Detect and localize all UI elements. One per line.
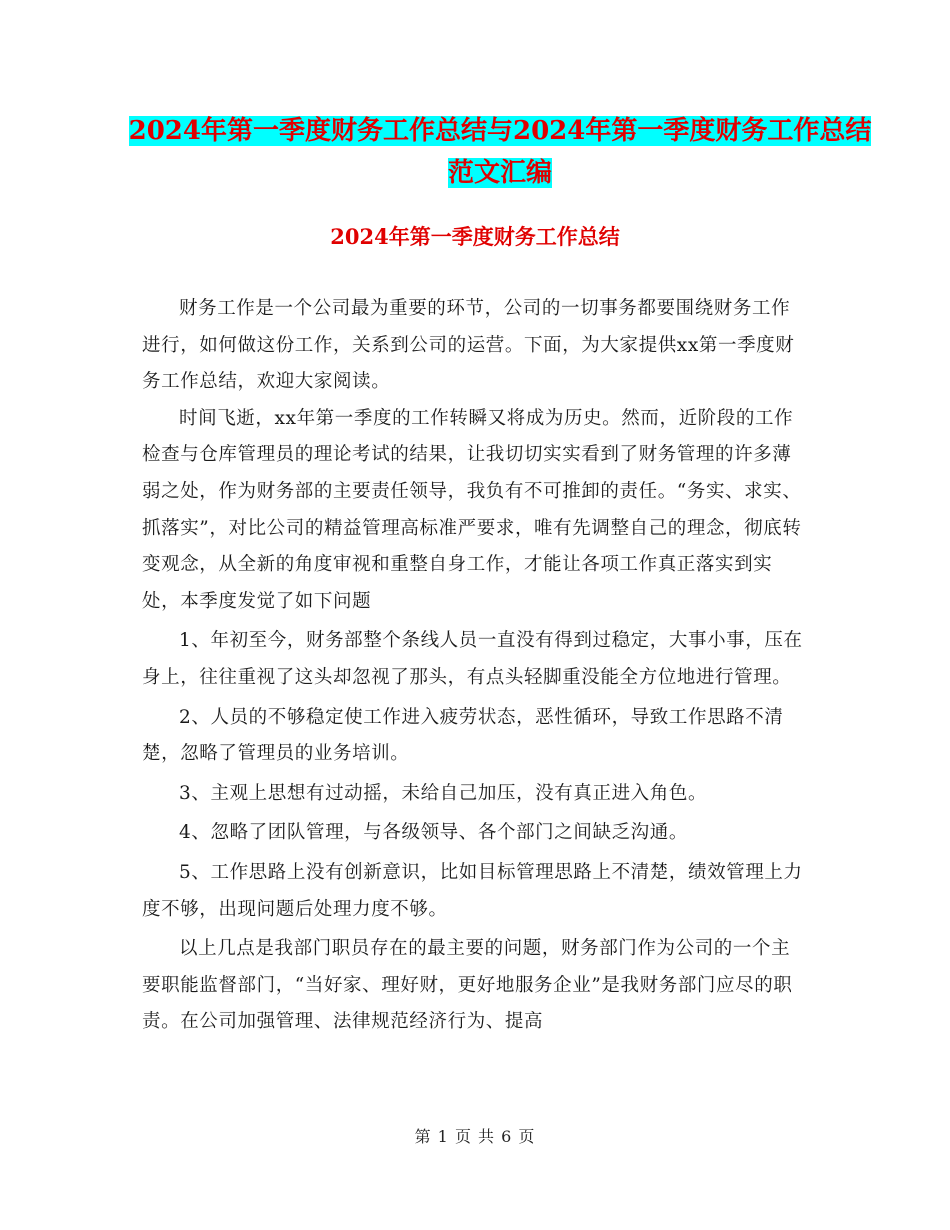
issue-item-1: 1、年初至今，财务部整个条线人员一直没有得到过稳定，大事小事，压在身上，往往重视了这头却忽视了那头，有点头轻脚重没能全方位地进行管理。 (142, 630, 803, 688)
issue-item-4: 4、忽略了团队管理，与各级领导、各个部门之间缺乏沟通。 (179, 822, 688, 844)
intro-paragraph: 财务工作是一个公司最为重要的环节，公司的一切事务都要围绕财务工作进行，如何做这份工作，关系到公司的运营。下面，为大家提供xx第一季度财务工作总结，欢迎大家阅读。 (142, 298, 795, 393)
document-title (120, 110, 880, 194)
document-title-text: 2024年第一季度财务工作总结与2024年第一季度财务工作总结范文汇编 (128, 116, 872, 188)
document-body (142, 291, 804, 1041)
issue-item-5: 5、工作思路上没有创新意识，比如目标管理思路上不清楚，绩效管理上力度不够，出现问题后处理力度不够。 (142, 861, 803, 920)
context-paragraph: 时间飞逝，xx年第一季度的工作转瞬又将成为历史。然而，近阶段的工作检查与仓库管理员的理论考试的结果，让我切切实实看到了财务管理的许多薄弱之处，作为财务部的主要责任领导，我负有不可推卸的责任。“务实、求实、抓落实”，对比公司的精益管理高标准严要求，唯有先调整自己的理念，彻底转变观念，从全新的角度审视和重整自身工作，才能让各项工作真正落实到实处，本季度发觉了如下问题 (142, 407, 802, 612)
issue-item-2: 2、人员的不够稳定使工作进入疲劳状态，恶性循环，导致工作思路不清楚，忽略了管理员的业务培训。 (142, 706, 784, 765)
closing-paragraph: 以上几点是我部门职员存在的最主要的问题，财务部门作为公司的一个主要职能监督部门，“当好家、理好财，更好地服务企业”是我财务部门应尽的职责。在公司加强管理、法律规范经济行为、提高 (142, 938, 793, 1033)
section-title: 2024年第一季度财务工作总结 (330, 224, 620, 249)
issue-item-3: 3、主观上思想有过动摇，未给自己加压，没有真正进入角色。 (179, 782, 708, 804)
page-footer: 第 1 页 共 6 页 (414, 1127, 536, 1146)
